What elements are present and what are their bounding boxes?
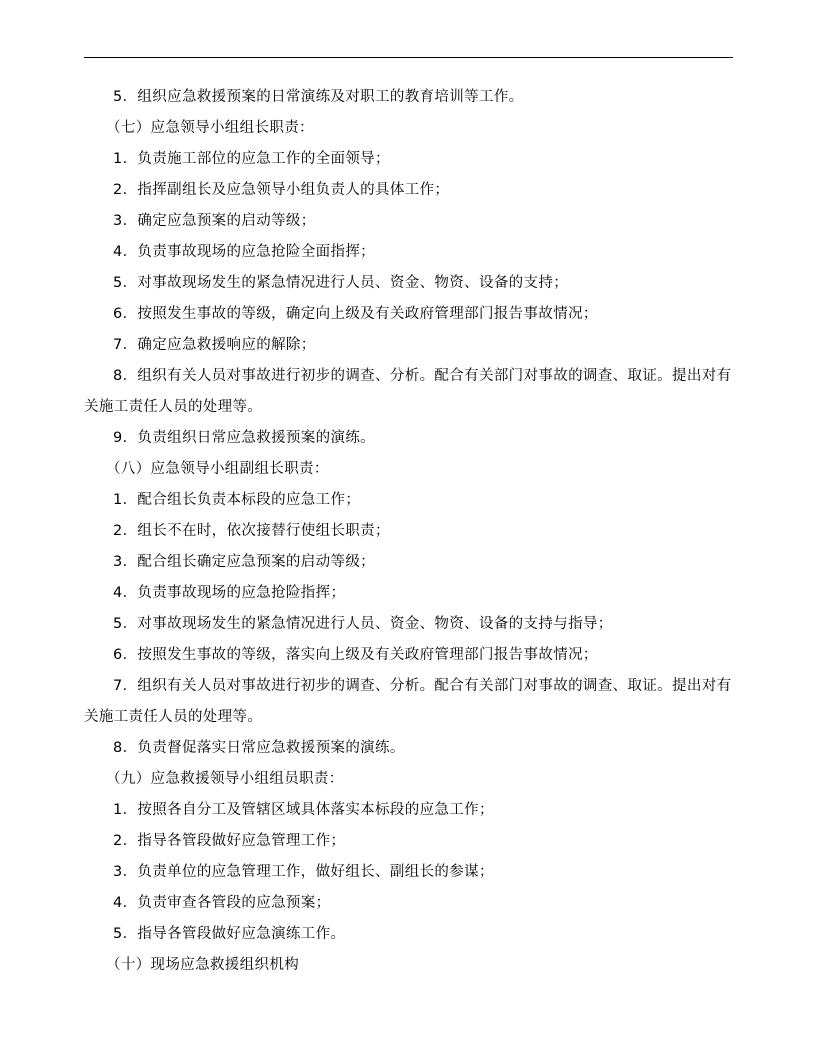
paragraph-item: 1．负责施工部位的应急工作的全面领导； xyxy=(113,151,390,167)
paragraph-item: 1．配合组长负责本标段的应急工作； xyxy=(113,492,361,508)
paragraph-item: 5．对事故现场发生的紧急情况进行人员、资金、物资、设备的支持与指导； xyxy=(113,616,613,632)
paragraph-item: 2．指导各管段做好应急管理工作； xyxy=(113,833,346,849)
paragraph-item: 4．负责事故现场的应急抢险指挥； xyxy=(113,585,346,601)
paragraph-item: 5．对事故现场发生的紧急情况进行人员、资金、物资、设备的支持； xyxy=(113,275,569,291)
paragraph-item: 6．按照发生事故的等级，确定向上级及有关政府管理部门报告事故情况； xyxy=(113,306,598,322)
paragraph-item: 2．组长不在时，依次接替行使组长职责； xyxy=(113,523,390,539)
paragraph-item: 4．负责事故现场的应急抢险全面指挥； xyxy=(113,244,376,260)
section-heading: （十）现场应急救援组织机构 xyxy=(106,957,300,973)
paragraph-item: 2．指挥副组长及应急领导小组负责人的具体工作； xyxy=(113,182,450,198)
paragraph-item: 8．负责督促落实日常应急救援预案的演练。 xyxy=(113,740,405,756)
paragraph-item: 1．按照各自分工及管辖区域具体落实本标段的应急工作； xyxy=(113,802,494,818)
section-heading: （七）应急领导小组组长职责： xyxy=(106,120,314,136)
section-heading: （八）应急领导小组副组长职责： xyxy=(106,461,329,477)
header-rule xyxy=(84,57,733,58)
paragraph-item: 4．负责审查各管段的应急预案； xyxy=(113,895,331,911)
paragraph-item: 3．配合组长确定应急预案的启动等级； xyxy=(113,554,376,570)
document-body xyxy=(84,82,736,981)
paragraph-item: 5．组织应急救援预案的日常演练及对职工的教育培训等工作。 xyxy=(113,89,524,105)
paragraph-item: 5．指导各管段做好应急演练工作。 xyxy=(113,926,346,942)
paragraph-item: 7．组织有关人员对事故进行初步的调查、分析。配合有关部门对事故的调查、取证。提出对有关施工责任人员的处理等。 xyxy=(84,678,732,725)
paragraph-item: 8．组织有关人员对事故进行初步的调查、分析。配合有关部门对事故的调查、取证。提出对有关施工责任人员的处理等。 xyxy=(84,368,732,415)
paragraph-item: 3．确定应急预案的启动等级； xyxy=(113,213,316,229)
paragraph-item: 7．确定应急救援响应的解除； xyxy=(113,337,316,353)
paragraph-item: 9．负责组织日常应急救援预案的演练。 xyxy=(113,430,376,446)
paragraph-item: 6．按照发生事故的等级，落实向上级及有关政府管理部门报告事故情况； xyxy=(113,647,598,663)
paragraph-item: 3．负责单位的应急管理工作，做好组长、副组长的参谋； xyxy=(113,864,494,880)
section-heading: （九）应急救援领导小组组员职责： xyxy=(106,771,344,787)
